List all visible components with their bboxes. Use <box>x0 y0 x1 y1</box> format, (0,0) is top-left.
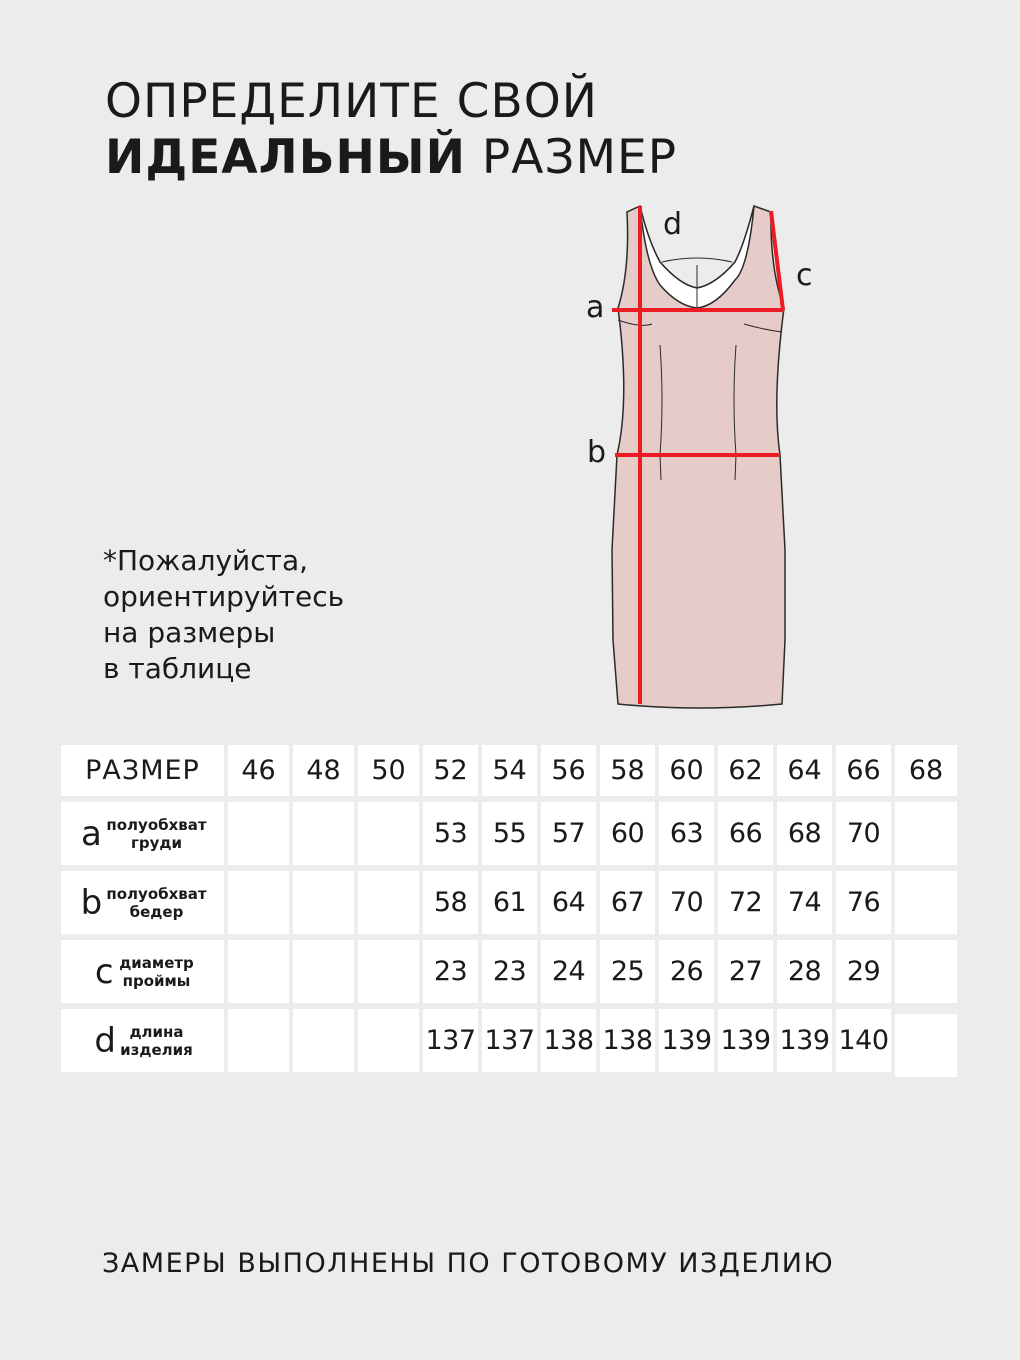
header-size: 66 <box>836 745 891 796</box>
footer-note: ЗАМЕРЫ ВЫПОЛНЕНЫ ПО ГОТОВОМУ ИЗДЕЛИЮ <box>102 1248 835 1279</box>
header-size: 64 <box>777 745 832 796</box>
table-cell: 26 <box>659 940 714 1003</box>
row-description <box>106 816 206 852</box>
table-row <box>61 1009 957 1072</box>
table-cell: 23 <box>482 940 537 1003</box>
table-cell: 139 <box>659 1009 714 1072</box>
table-cell <box>293 1009 354 1072</box>
header-size: 56 <box>541 745 596 796</box>
table-cell <box>358 940 419 1003</box>
diagram-label-d: d <box>663 207 683 242</box>
title-line-2 <box>105 130 677 186</box>
table-cell: 76 <box>836 871 891 934</box>
row-desc-line: длина <box>129 1022 184 1041</box>
table-cell <box>228 802 289 865</box>
title-bold-word: ИДЕАЛЬНЫЙ <box>105 130 466 185</box>
table-cell <box>228 871 289 934</box>
note-line-2: ориентируйтесь <box>103 580 345 613</box>
table-cell: 53 <box>423 802 478 865</box>
row-letter: c <box>94 951 114 992</box>
table-cell: 28 <box>777 940 832 1003</box>
table-cell: 55 <box>482 802 537 865</box>
header-size: 48 <box>293 745 354 796</box>
table-cell: 67 <box>600 871 655 934</box>
table-cell <box>895 940 957 1003</box>
table-cell: 24 <box>541 940 596 1003</box>
size-table-header <box>61 745 957 796</box>
header-size: 52 <box>423 745 478 796</box>
table-cell-fill <box>895 1014 957 1077</box>
header-size: 68 <box>895 745 957 796</box>
table-cell <box>293 871 354 934</box>
back-neck-line <box>662 258 732 262</box>
table-cell: 25 <box>600 940 655 1003</box>
row-description <box>119 954 194 990</box>
table-row <box>61 802 957 865</box>
row-desc-line: диаметр <box>119 953 194 972</box>
table-cell: 57 <box>541 802 596 865</box>
header-size: 62 <box>718 745 773 796</box>
table-cell: 68 <box>777 802 832 865</box>
row-label <box>61 802 224 865</box>
row-label <box>61 871 224 934</box>
table-cell <box>358 1009 419 1072</box>
table-cell: 66 <box>718 802 773 865</box>
table-row <box>61 871 957 934</box>
size-table <box>57 739 961 1078</box>
note-line-1: *Пожалуйста, <box>103 544 308 577</box>
row-desc-line: полуобхват <box>106 884 207 903</box>
table-cell <box>293 802 354 865</box>
table-cell: 139 <box>777 1009 832 1072</box>
table-cell: 137 <box>482 1009 537 1072</box>
table-cell <box>228 940 289 1003</box>
table-cell <box>895 802 957 865</box>
note-line-4: в таблице <box>103 652 252 685</box>
row-desc-line: бедер <box>129 902 184 921</box>
table-cell: 70 <box>836 802 891 865</box>
row-desc-line: изделия <box>120 1040 193 1059</box>
title-line-1: ОПРЕДЕЛИТЕ СВОЙ <box>105 74 598 129</box>
table-cell: 70 <box>659 871 714 934</box>
table-cell <box>895 1009 957 1072</box>
diagram-label-b: b <box>587 435 607 470</box>
table-cell: 138 <box>600 1009 655 1072</box>
diagram-label-c: c <box>796 258 813 293</box>
row-desc-line: полуобхват <box>106 815 207 834</box>
table-cell: 74 <box>777 871 832 934</box>
note-line-3: на размеры <box>103 616 276 649</box>
header-size: 46 <box>228 745 289 796</box>
table-cell <box>228 1009 289 1072</box>
row-label <box>61 1009 224 1072</box>
row-description <box>120 1023 193 1059</box>
table-cell: 72 <box>718 871 773 934</box>
table-cell: 64 <box>541 871 596 934</box>
table-cell: 61 <box>482 871 537 934</box>
header-size-label: РАЗМЕР <box>61 745 224 796</box>
title-rest-word: РАЗМЕР <box>481 130 678 185</box>
row-letter: b <box>80 882 103 923</box>
table-cell: 27 <box>718 940 773 1003</box>
table-cell: 23 <box>423 940 478 1003</box>
diagram-label-a: a <box>586 290 605 325</box>
table-cell: 60 <box>600 802 655 865</box>
row-desc-line: проймы <box>122 971 191 990</box>
page-title <box>105 74 677 186</box>
dress-diagram <box>580 200 820 720</box>
row-label <box>61 940 224 1003</box>
table-cell: 139 <box>718 1009 773 1072</box>
row-description <box>106 885 206 921</box>
row-letter: d <box>94 1020 116 1061</box>
header-size: 58 <box>600 745 655 796</box>
table-cell: 140 <box>836 1009 891 1072</box>
header-size: 60 <box>659 745 714 796</box>
header-size: 54 <box>482 745 537 796</box>
header-size: 50 <box>358 745 419 796</box>
table-cell <box>895 871 957 934</box>
table-cell: 137 <box>423 1009 478 1072</box>
table-cell: 29 <box>836 940 891 1003</box>
row-desc-line: груди <box>131 833 182 852</box>
table-cell <box>358 802 419 865</box>
table-cell <box>358 871 419 934</box>
table-row <box>61 940 957 1003</box>
table-cell <box>293 940 354 1003</box>
size-note <box>103 543 344 687</box>
table-cell: 138 <box>541 1009 596 1072</box>
table-cell: 63 <box>659 802 714 865</box>
table-cell: 58 <box>423 871 478 934</box>
row-letter: a <box>80 813 102 854</box>
